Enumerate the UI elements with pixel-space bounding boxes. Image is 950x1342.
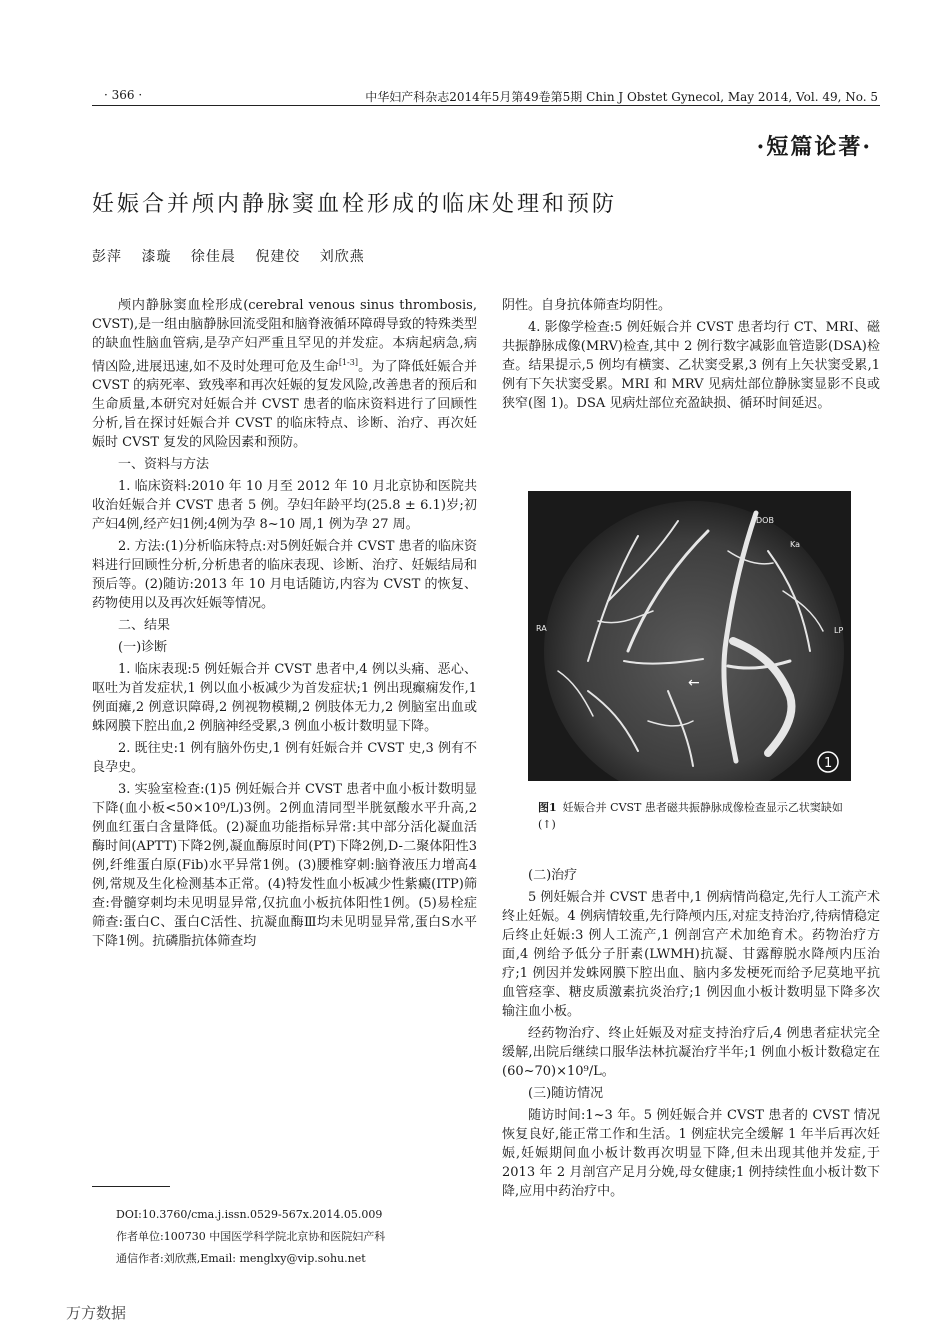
affiliation-line: 作者单位:100730 中国医学科学院北京协和医院妇产科 (116, 1230, 386, 1243)
label-dob: DOB (756, 516, 774, 525)
intro-paragraph: 颅内静脉窦血栓形成(cerebral venous sinus thrombosis, CVST),是一组由脑静脉回流受阻和脑脊液循环障碍导致的特殊类型的缺血性脑血管病,是孕产妇严重且罕见的并发症。本病起病急,病情凶险,进展迅速,如不及时处理可危及生命[1-3]。为了降低妊娠合并 CVST 的病死率、致残率和再次妊娠的复发风险,改善患者的预后和生命质量,本研究对妊娠合并 CVST 患者的临床资料进行了回顾性分析,旨在探讨妊娠合并 CVST 的临床特点、诊断、治疗、再次妊娠时 CVST 复发的风险因素和预防。 (92, 298, 477, 451)
left-column (92, 296, 477, 954)
section-label: ·短篇论著· (756, 134, 872, 160)
paragraph-manifestations: 1. 临床表现:5 例妊娠合并 CVST 患者中,4 例以头痛、恶心、呕吐为首发症状,1 例以血小板减少为首发症状;1 例出现癫痫发作,1 例面瘫,2 例意识障碍,2 例视物模糊,2 例肢体无力,2 例脑室出血或蛛网膜下腔出血,2 例脑神经受累,3 例血小板计数明显下降。 (92, 662, 477, 735)
footnotes (116, 1204, 385, 1270)
paragraph-imaging: 4. 影像学检查:5 例妊娠合并 CVST 患者均行 CT、MRI、磁共振静脉成像(MRV)检查,其中 2 例行数字减影血管造影(DSA)检查。结果提示,5 例均有横窦、乙状窦受累,3 例有上矢状窦受累,1 例有下矢状窦受累。MRI 和 MRV 见病灶部位静脉窦显影不良或狭窄(图 1)。DSA 见病灶部位充盈缺损、循环时间延迟。 (502, 320, 880, 411)
citation-ref: [1-3] (338, 358, 358, 367)
label-ka: Ka (790, 540, 801, 549)
caption-figure-number: 图1 (538, 801, 557, 814)
heading-results: 二、结果 (118, 618, 171, 634)
paragraph-clinical-data: 1. 临床资料:2010 年 10 月至 2012 年 10 月北京协和医院共收治妊娠合并 CVST 患者 5 例。孕妇年龄平均(25.8 ± 6.1)岁;初产妇4例,经产妇1例;4例为孕 8~10 周,1 例为孕 27 周。 (92, 479, 477, 533)
right-column-top (502, 296, 880, 416)
mrv-image (528, 491, 851, 781)
figure-caption (538, 799, 856, 833)
paragraph-lab-tests: 3. 实验室检查:(1)5 例妊娠合并 CVST 患者中血小板计数明显下降(血小板<50×10⁹/L)3例。2例血清同型半胱氨酸水平升高,2例血红蛋白含量降低。(2)凝血功能指标异常:其中部分活化凝血活酶时间(APTT)下降2例,凝血酶原时间(PT)下降2例,D-二聚体阳性3例,纤维蛋白原(Fib)水平异常1例。(3)腰椎穿刺:脑脊液压力增高4例,常规及生化检测基本正常。(4)特发性血小板减少性紫癜(ITP)筛查:骨髓穿刺均未见明显异常,仅抗血小板抗体阳性1例。(5)易栓症筛查:蛋白C、蛋白C活性、抗凝血酶Ⅲ均未见明显异常,蛋白S水平下降1例。抗磷脂抗体筛查均 (92, 782, 477, 950)
caption-text: 妊娠合并 CVST 患者磁共振静脉成像检查显示乙状窦缺如(↑) (538, 801, 843, 831)
article-title: 妊娠合并颅内静脉窦血栓形成的临床处理和预防 (92, 192, 618, 217)
doi-line: DOI:10.3760/cma.j.issn.0529-567x.2014.05.009 (116, 1208, 383, 1221)
author-list: 彭萍 漆璇 徐佳晨 倪建佼 刘欣燕 (92, 249, 365, 265)
mrv-figure (528, 491, 851, 781)
paragraph-follow-up: 随访时间:1~3 年。5 例妊娠合并 CVST 患者的 CVST 情况恢复良好,能正常工作和生活。1 例症状完全缓解 1 年半后再次妊娠,妊娠期间血小板计数再次明显下降,但未出现其他并发症,于 2013 年 2 月剖宫产足月分娩,母女健康;1 例持续性血小板计数下降,应用中药治疗中。 (502, 1108, 880, 1199)
label-lp: LP (834, 626, 844, 635)
header-rule (92, 105, 880, 106)
right-column-bottom (502, 866, 880, 1204)
corresponding-author-line: 通信作者:刘欣燕,Email: menglxy@vip.sohu.net (116, 1252, 366, 1265)
arrow-marker: ← (688, 675, 700, 691)
heading-methods: 一、资料与方法 (118, 457, 210, 473)
figure-number: 1 (824, 756, 833, 771)
paragraph-treatment-2: 经药物治疗、终止妊娠及对症支持治疗后,4 例患者症状完全缓解,出院后继续口服华法林抗凝治疗半年;1 例血小板计数稳定在(60~70)×10⁹/L。 (502, 1026, 880, 1079)
paragraph-treatment-1: 5 例妊娠合并 CVST 患者中,1 例病情尚稳定,先行人工流产术终止妊娠。4 例病情较重,先行降颅内压,对症支持治疗,待病情稳定后终止妊娠:3 例人工流产,1 例剖宫产术加绝育术。药物治疗方面,4 例给予低分子肝素(LWMH)抗凝、甘露醇脱水降颅内压治疗;1 例因并发蛛网膜下腔出血、脑内多发梗死而给予尼莫地平抗血管痉挛、糖皮质激素抗炎治疗;1 例因血小板计数明显下降多次输注血小板。 (502, 890, 880, 1019)
heading-diagnosis: (一)诊断 (118, 640, 168, 656)
heading-follow-up: (三)随访情况 (528, 1086, 604, 1101)
label-ra: RA (536, 624, 547, 633)
heading-treatment: (二)治疗 (528, 868, 578, 883)
footnote-rule (92, 1186, 170, 1187)
paragraph-history: 2. 既往史:1 例有脑外伤史,1 例有妊娠合并 CVST 史,3 例有不良孕史。 (92, 741, 477, 776)
page-number: · 366 · (104, 88, 143, 102)
paragraph-methods: 2. 方法:(1)分析临床特点:对5例妊娠合并 CVST 患者的临床资料进行回顾性分析,分析患者的临床表现、诊断、治疗、妊娠结局和预后等。(2)随访:2013 年 10 月电话随访,内容为 CVST 的恢复、药物使用以及再次妊娠等情况。 (92, 539, 477, 612)
journal-header: 中华妇产科杂志2014年5月第49卷第5期 Chin J Obstet Gynecol, May 2014, Vol. 49, No. 5 (365, 90, 878, 104)
paragraph-continued: 阴性。自身抗体筛查均阴性。 (502, 298, 672, 313)
watermark: 万方数据 (66, 1304, 127, 1322)
